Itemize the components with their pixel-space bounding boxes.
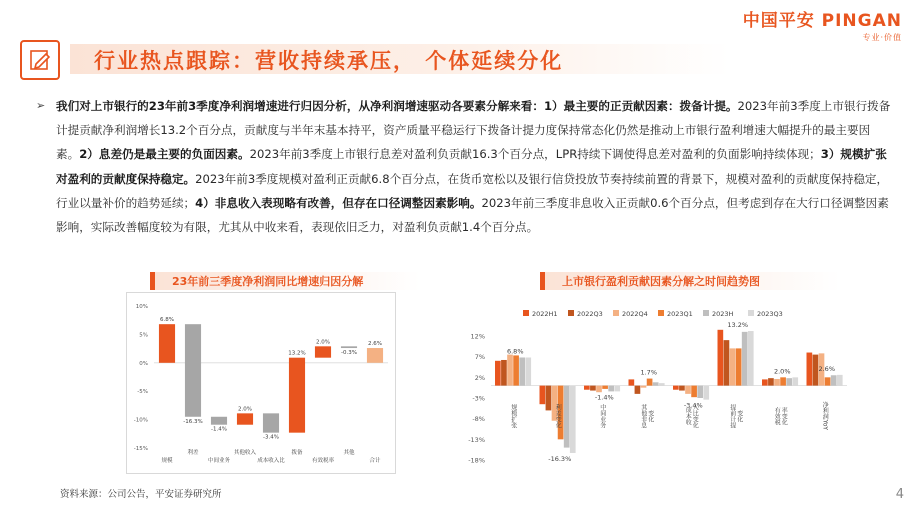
right-chart-title-bar xyxy=(540,272,840,290)
legend-label: 2022Q3 xyxy=(577,310,603,318)
waterfall-bar xyxy=(289,358,305,433)
series-bar xyxy=(825,377,831,385)
category-label: 有效税率 xyxy=(311,458,335,464)
series-bar xyxy=(673,386,679,390)
legend-swatch xyxy=(658,310,664,316)
legend-swatch xyxy=(568,310,574,316)
source-note: 资料来源：公司公告，平安证券研究所 xyxy=(60,489,222,500)
waterfall-bar xyxy=(315,346,331,357)
data-label: 2.0% xyxy=(316,339,330,346)
category-label: 合计 xyxy=(369,458,381,464)
series-bar xyxy=(635,386,641,394)
series-bar xyxy=(703,386,709,400)
series-bar xyxy=(762,379,768,385)
trend-bar-chart xyxy=(455,296,855,476)
category-label: 成本收 xyxy=(684,407,692,425)
data-label: -3.4% xyxy=(683,401,703,410)
waterfall-bar xyxy=(159,324,175,363)
series-bar xyxy=(641,386,647,388)
category-label: 变化 xyxy=(735,410,743,422)
right-chart-title: 上市银行盈利贡献因素分解之时间趋势图 xyxy=(562,275,760,288)
series-bar xyxy=(768,378,774,385)
y-tick-label: -15% xyxy=(133,446,148,452)
legend-label: 2023Q1 xyxy=(667,310,693,318)
series-bar xyxy=(513,355,519,385)
series-bar xyxy=(774,379,780,386)
series-bar xyxy=(507,355,513,386)
bullet-arrow-icon: ➢ xyxy=(36,99,46,112)
series-bar xyxy=(697,386,703,398)
category-label: 拨备 xyxy=(291,450,303,456)
series-bar xyxy=(629,379,635,385)
category-label: 入比变化 xyxy=(691,404,699,428)
y-tick-label: 2% xyxy=(474,373,485,382)
waterfall-chart xyxy=(126,292,396,474)
category-label: 其他非息 xyxy=(639,404,647,428)
legend-swatch xyxy=(748,310,754,316)
series-bar xyxy=(780,377,786,385)
series-bar xyxy=(837,375,843,386)
category-label: 规模 xyxy=(161,458,173,464)
category-label: 规模扩张 xyxy=(509,404,517,428)
series-bar xyxy=(570,386,576,453)
waterfall-bar xyxy=(341,346,357,348)
series-bar xyxy=(525,357,531,385)
series-bar xyxy=(724,340,730,385)
series-bar xyxy=(540,386,546,405)
waterfall-bar xyxy=(367,348,383,363)
analysis-paragraph xyxy=(36,94,892,239)
paragraph-lead: 我们对上市银行的23年前3季度净利润增速进行归因分析，从净利润增速驱动各要素分解来看：1）最主要的正贡献因素：拨备计提。 xyxy=(56,99,738,113)
data-label: 1.7% xyxy=(640,368,658,377)
data-label: -16.3% xyxy=(183,418,203,425)
brand-logo xyxy=(743,6,902,43)
brand-slogan: 专业·价值 xyxy=(862,33,902,42)
data-label: 6.8% xyxy=(160,317,174,324)
data-label: 2.0% xyxy=(773,367,791,376)
series-bar xyxy=(659,383,665,385)
paragraph-nonint-heading: 4）非息收入表现略有改善，但存在口径调整因素影响。 xyxy=(195,195,482,210)
category-label: 利差变化 xyxy=(554,404,562,428)
category-label: 中间业务 xyxy=(207,458,231,464)
series-bar xyxy=(807,353,813,386)
series-bar xyxy=(718,330,724,386)
series-bar xyxy=(495,361,501,386)
waterfall-bar xyxy=(263,413,279,432)
series-bar xyxy=(792,377,798,385)
series-bar xyxy=(786,378,792,385)
left-chart-title: 23年前三季度净利润同比增速归因分解 xyxy=(172,275,364,288)
series-bar xyxy=(546,386,552,411)
pencil-icon xyxy=(20,40,60,80)
paragraph-margin: 2023年前3季度上市银行息差对盈利负贡献16.3个百分点，LPR持续下调使得息差对盈利的负面影响持续体现； xyxy=(249,147,821,162)
paragraph-scale-heading: 3）规模扩张对盈利的贡献度保持稳定。 xyxy=(56,147,887,186)
category-label: 其他 xyxy=(343,450,355,456)
page-number: 4 xyxy=(895,487,904,502)
series-bar xyxy=(742,332,748,386)
brand-name: 中国平安 PINGAN xyxy=(742,11,902,31)
page-title: 行业热点跟踪：营收持续承压， 个体延续分化 xyxy=(94,49,564,73)
series-bar xyxy=(590,386,596,391)
waterfall-bar xyxy=(211,417,227,425)
waterfall-bar xyxy=(185,324,201,417)
waterfall-bar xyxy=(237,413,253,424)
series-bar xyxy=(736,348,742,385)
data-label: -1.4% xyxy=(211,426,227,433)
category-label: 有效税 xyxy=(773,407,781,425)
data-label: -16.3% xyxy=(548,454,572,463)
series-bar xyxy=(564,386,570,448)
series-bar xyxy=(501,360,507,386)
series-bar xyxy=(614,386,620,392)
paragraph-margin-heading: 2）息差仍是最主要的负面因素。 xyxy=(79,147,250,162)
legend-swatch xyxy=(703,310,709,316)
data-label: -0.3% xyxy=(341,350,357,357)
paragraph-scale: 2023年前3季度规模对盈利正贡献6.8个百分点，在货币宽松以及银行信贷投放节奏持续前置的背景下，规模对盈利的贡献度保持稳定，行业以量补价的趋势延续； xyxy=(56,171,889,210)
data-label: 6.8% xyxy=(506,347,524,356)
y-tick-label: 0% xyxy=(139,360,148,367)
legend-label: 2023H xyxy=(712,310,734,318)
data-label: 13.2% xyxy=(288,350,306,357)
paragraph-nonint: 2023年前三季度非息收入正贡献0.6个百分点，但考虑到存在大行口径调整因素影响，实际改善幅度较为有限，尤其从中收来看，表现依旧乏力，对盈利负贡献1.4个百分点。 xyxy=(56,195,889,235)
category-label: 其他收入 xyxy=(233,450,257,456)
y-tick-label: 10% xyxy=(135,304,148,310)
series-bar xyxy=(519,357,525,385)
category-label: 率变化 xyxy=(780,407,788,425)
data-label: 2.0% xyxy=(238,406,252,413)
legend-label: 2022Q4 xyxy=(622,310,648,318)
series-bar xyxy=(596,386,602,393)
data-label: 13.2% xyxy=(727,321,749,330)
y-tick-label: -5% xyxy=(137,389,148,396)
y-tick-label: -3% xyxy=(472,394,485,403)
category-label: 变化 xyxy=(646,410,654,422)
y-tick-label: -18% xyxy=(468,456,485,465)
legend-swatch xyxy=(613,310,619,316)
series-bar xyxy=(602,386,608,389)
y-tick-label: 5% xyxy=(139,332,148,339)
category-label: 利差 xyxy=(187,450,199,456)
y-tick-label: -8% xyxy=(472,415,485,424)
category-label: 中间业务 xyxy=(598,404,606,428)
series-bar xyxy=(647,379,653,386)
series-bar xyxy=(608,386,614,392)
series-bar xyxy=(685,386,691,394)
series-bar xyxy=(748,331,754,386)
category-label: 提前计提 xyxy=(728,404,736,428)
data-label: 2.6% xyxy=(368,341,382,348)
series-bar xyxy=(584,386,590,390)
series-bar xyxy=(730,348,736,385)
data-label: -3.4% xyxy=(263,434,279,441)
series-bar xyxy=(813,355,819,386)
y-tick-label: -13% xyxy=(468,435,485,444)
series-bar xyxy=(831,375,837,385)
legend-label: 2022H1 xyxy=(532,310,558,318)
data-label: 2.6% xyxy=(818,364,836,373)
paragraph-provision: 2023年前3季度上市银行拨备计提贡献净利润增长13.2个百分点，贡献度与半年末基本持平，资产质量平稳运行下拨备计提力度保持常态化仍然是推动上市银行盈利增速大幅提升的最主要因素。 xyxy=(56,99,891,162)
y-tick-label: -10% xyxy=(133,417,148,424)
series-bar xyxy=(679,386,685,391)
category-label: 成本收入比 xyxy=(257,458,285,464)
category-label: 净利润YoY xyxy=(821,401,829,431)
y-tick-label: 12% xyxy=(470,332,485,341)
left-chart-title-bar xyxy=(150,272,420,290)
series-bar xyxy=(653,382,659,385)
series-bar xyxy=(691,386,697,398)
legend-swatch xyxy=(523,310,529,316)
data-label: -1.4% xyxy=(594,393,614,402)
legend-label: 2023Q3 xyxy=(757,310,783,318)
y-tick-label: 7% xyxy=(474,353,485,362)
